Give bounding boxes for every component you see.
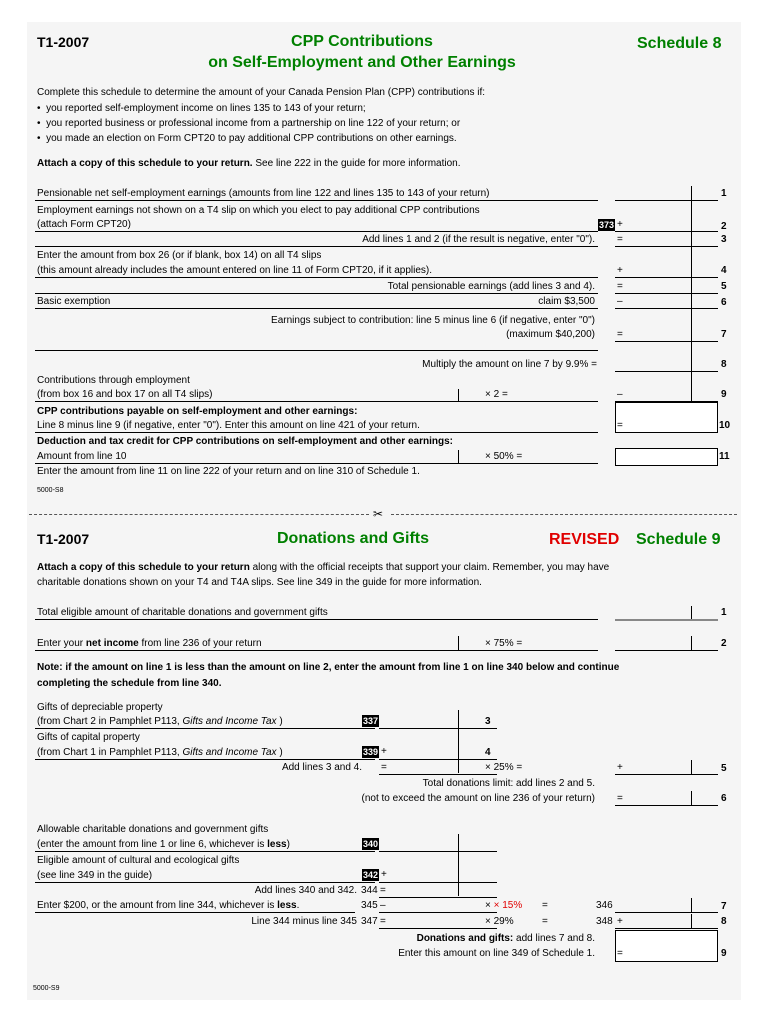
s9-line9-field[interactable] [615, 930, 718, 962]
cut-line-right [391, 514, 737, 515]
s9-line2-field[interactable] [615, 650, 718, 651]
s8-line-num-3: 3 [721, 234, 727, 245]
s8-line11-text-b: Amount from line 10 [37, 451, 127, 462]
s9-line-num-6: 6 [721, 793, 727, 804]
s9-code-344: 344 [361, 885, 378, 896]
s8-title-line2: on Self-Employment and Other Earnings [208, 54, 516, 71]
s9-line2-mult: × 75% = [485, 638, 523, 649]
s9-attach-note-2: charitable donations shown on your T4 and T4A slips. See line 349 in the guide for more information. [37, 577, 482, 588]
s8-line2-text-a: Employment earnings not shown on a T4 slip on which you elect to pay additional CPP contributions [37, 205, 480, 216]
s8-line11-mult: × 50% = [485, 451, 523, 462]
s9-line5-field[interactable] [615, 774, 718, 775]
s8-line10-field[interactable] [615, 402, 718, 433]
s8-line9-text-a: Contributions through employment [37, 375, 190, 386]
s9-line344-field[interactable] [379, 897, 497, 898]
s9-line2-text: Enter your net income from line 236 of your return [37, 638, 262, 649]
s8-line-num-4: 4 [721, 265, 727, 276]
s9-code-345: 345 [361, 900, 378, 911]
s9-line9-text-b: Enter this amount on line 349 of Schedule 1. [398, 948, 595, 959]
s9-code-346: 346 [596, 900, 613, 911]
form-page [27, 22, 741, 1000]
s8-line7-text-b: (maximum $40,200) [506, 329, 595, 340]
s8-line11-field[interactable] [615, 448, 718, 466]
s9-line-num-4: 4 [485, 747, 491, 758]
s8-line9-text-b: (from box 16 and box 17 on all T4 slips) [37, 389, 213, 400]
s9-line3-text-b: (from Chart 2 in Pamphlet P113, Gifts and Income Tax ) [37, 716, 283, 727]
s8-line7-text-a: Earnings subject to contribution: line 5 minus line 6 (if negative, enter "0") [271, 315, 595, 326]
s8-schedule-label: Schedule 8 [637, 35, 722, 52]
s8-bullet-3: • you made an election on Form CPT20 to pay additional CPP contributions on other earnings. [37, 133, 457, 144]
s8-line11-text-c: Enter the amount from line 11 on line 222 of your return and on line 310 of Schedule 1. [37, 466, 420, 477]
s9-line1-text: Total eligible amount of charitable donations and government gifts [37, 607, 328, 618]
s9-line-num-7: 7 [721, 901, 727, 912]
s8-line11-input-field[interactable] [379, 463, 497, 464]
s8-amount-column-divider [691, 186, 692, 426]
s8-line6-label: Basic exemption [37, 296, 111, 307]
s8-line5-op: = [617, 281, 623, 292]
s9-line-num-3: 3 [485, 716, 491, 727]
s9-line7-mult: × × 15% [485, 900, 523, 911]
s9-line340-field[interactable] [379, 851, 497, 852]
s9-line7-eq: = [542, 900, 548, 911]
s9-code-342: 342 [363, 870, 379, 880]
s9-line9-text-a: Donations and gifts: add lines 7 and 8. [416, 933, 595, 944]
s8-line6-claim: claim $3,500 [538, 296, 595, 307]
s9-form-id: T1-2007 [37, 531, 90, 547]
s8-line10-text-b: Line 8 minus line 9 (if negative, enter "0"). Enter this amount on line 421 of your return. [37, 420, 420, 431]
s8-line-num-5: 5 [721, 281, 727, 292]
s8-line9-op: – [617, 389, 623, 400]
s9-line345-op: – [380, 900, 386, 911]
s9-line9-op: = [617, 948, 623, 959]
s8-line2-text-b: (attach Form CPT20) [37, 219, 131, 230]
s8-line4-text-a: Enter the amount from box 26 (or if blank, box 14) on all T4 slips [37, 250, 322, 261]
s8-line4-field[interactable] [615, 277, 718, 278]
s9-line2-input-field[interactable] [379, 650, 497, 651]
s9-line6-text-a: Total donations limit: add lines 2 and 5. [422, 778, 595, 789]
scissors-icon: ✂ [373, 507, 384, 521]
s9-line-num-2: 2 [721, 638, 727, 649]
s9-line3-field[interactable] [379, 728, 497, 729]
s9-line1-field[interactable] [615, 619, 718, 621]
s9-line4-field[interactable] [379, 759, 497, 760]
s9-line8-eq: = [542, 916, 548, 927]
s8-line10-text-a: CPP contributions payable on self-employment and other earnings: [37, 406, 358, 417]
s9-line347-text: Line 344 minus line 345 [251, 916, 357, 927]
s9-line-num-1: 1 [721, 607, 727, 618]
s8-line11-text-a: Deduction and tax credit for CPP contributions on self-employment and other earnings: [37, 436, 453, 447]
s9-line8-mult: × 29% [485, 916, 514, 927]
s8-line8-text: Multiply the amount on line 7 by 9.9% = [422, 359, 597, 370]
s8-line-num-2: 2 [721, 221, 727, 232]
s9-line340-text-b: (enter the amount from line 1 or line 6, whichever is less) [37, 839, 290, 850]
s9-line6-op: = [617, 793, 623, 804]
s9-line342-op: + [381, 869, 387, 880]
s8-line5-text: Total pensionable earnings (add lines 3 and 4). [387, 281, 595, 292]
s9-code-339: 339 [363, 747, 379, 757]
s9-line345-text: Enter $200, or the amount from line 344, whichever is less. [37, 900, 300, 911]
s9-line7-field[interactable] [615, 912, 718, 913]
s9-line8-op: + [617, 916, 623, 927]
s9-line6-field[interactable] [615, 805, 718, 806]
s8-line1-field[interactable] [615, 200, 718, 201]
s9-line347-op: = [380, 916, 386, 927]
s8-line3-field[interactable] [615, 246, 718, 247]
s9-line342-text-b: (see line 349 in the guide) [37, 870, 153, 881]
s9-line-num-8: 8 [721, 916, 727, 927]
s9-line4-text-b: (from Chart 1 in Pamphlet P113, Gifts and Income Tax ) [37, 747, 283, 758]
s8-line2-field[interactable] [615, 231, 718, 232]
s9-revised-label: REVISED [549, 531, 620, 548]
s9-code-348: 348 [596, 916, 613, 927]
s9-line342-field[interactable] [379, 882, 497, 883]
s9-line-num-5: 5 [721, 763, 727, 774]
s9-code-337: 337 [363, 716, 379, 726]
s8-line-num-9: 9 [721, 389, 727, 400]
s8-line8-field[interactable] [615, 371, 718, 372]
s9-title: Donations and Gifts [277, 530, 429, 547]
s8-line6-op: – [617, 296, 623, 307]
s9-line-num-9: 9 [721, 948, 727, 959]
s8-line5-field[interactable] [615, 293, 718, 294]
s8-line-num-6: 6 [721, 297, 727, 308]
s8-line-num-1: 1 [721, 188, 727, 199]
s8-line1-text: Pensionable net self-employment earnings (amounts from line 122 and lines 135 to 143 of your return) [37, 188, 490, 199]
s8-line9-input-field[interactable] [379, 401, 497, 402]
s9-line342-text-a: Eligible amount of cultural and ecological gifts [37, 855, 240, 866]
s8-line9-mult: × 2 = [485, 389, 508, 400]
s8-line7-field[interactable] [615, 341, 718, 342]
s8-bullet-1: • you reported self-employment income on lines 135 to 143 of your return; [37, 103, 366, 114]
s8-intro: Complete this schedule to determine the amount of your Canada Pension Plan (CPP) contributions if: [37, 87, 486, 98]
s9-line344-op: = [380, 885, 386, 896]
s9-schedule-label: Schedule 9 [636, 531, 721, 548]
s9-code-340: 340 [363, 839, 379, 849]
s9-code-347: 347 [361, 916, 378, 927]
s9-line4-text-a: Gifts of capital property [37, 732, 140, 743]
s8-line-num-11: 11 [719, 451, 730, 462]
s9-line6-text-b: (not to exceed the amount on line 236 of your return) [361, 793, 595, 804]
s9-line340-text-a: Allowable charitable donations and government gifts [37, 824, 269, 835]
s8-bullet-2: • you reported business or professional income from a partnership on line 122 of your return; or [37, 118, 461, 129]
s9-line345-field[interactable] [379, 912, 497, 913]
s9-line8-field[interactable] [615, 928, 718, 929]
s8-form-id: T1-2007 [37, 34, 90, 50]
s9-line4-op: + [381, 746, 387, 757]
s9-line5-input-field[interactable] [379, 774, 497, 775]
s8-code-373: 373 [599, 220, 615, 230]
cut-line-left [29, 514, 369, 515]
s8-line-num-8: 8 [721, 359, 727, 370]
s9-line344-text: Add lines 340 and 342. [254, 885, 357, 896]
s9-line5-text: Add lines 3 and 4. [281, 762, 362, 773]
s8-attach-note: Attach a copy of this schedule to your return. See line 222 in the guide for more information. [37, 158, 461, 169]
s9-line3-text-a: Gifts of depreciable property [37, 702, 163, 713]
s9-line347-field[interactable] [379, 928, 497, 929]
s8-line3-op: = [617, 234, 623, 245]
s8-line10-op: = [617, 420, 623, 431]
s9-line5-op: + [617, 762, 623, 773]
s8-footer: 5000-S8 [37, 487, 64, 494]
s8-line-num-7: 7 [721, 329, 727, 340]
s8-line-num-10: 10 [719, 420, 731, 431]
s8-line3-text: Add lines 1 and 2 (if the result is negative, enter "0"). [362, 234, 595, 245]
s9-attach-note: Attach a copy of this schedule to your return along with the official receipts that support your claim. Remember, you may have [37, 562, 610, 573]
s9-line5-mult: × 25% = [485, 762, 523, 773]
s9-footer: 5000-S9 [33, 985, 60, 992]
s9-line5-op-eq: = [381, 762, 387, 773]
s8-line4-op: + [617, 265, 623, 276]
s9-note-line2: completing the schedule from line 340. [37, 678, 222, 689]
s8-line6-field[interactable] [615, 308, 718, 309]
s8-line2-op: + [617, 219, 623, 230]
s9-note-line1: Note: if the amount on line 1 is less than the amount on line 2, enter the amount from line 1 on line 340 below and continue [37, 662, 620, 673]
s8-line4-text-b: (this amount already includes the amount entered on line 11 of Form CPT20, if it applies). [37, 265, 433, 276]
s8-line7-op: = [617, 329, 623, 340]
s8-title-line1: CPP Contributions [291, 33, 433, 50]
